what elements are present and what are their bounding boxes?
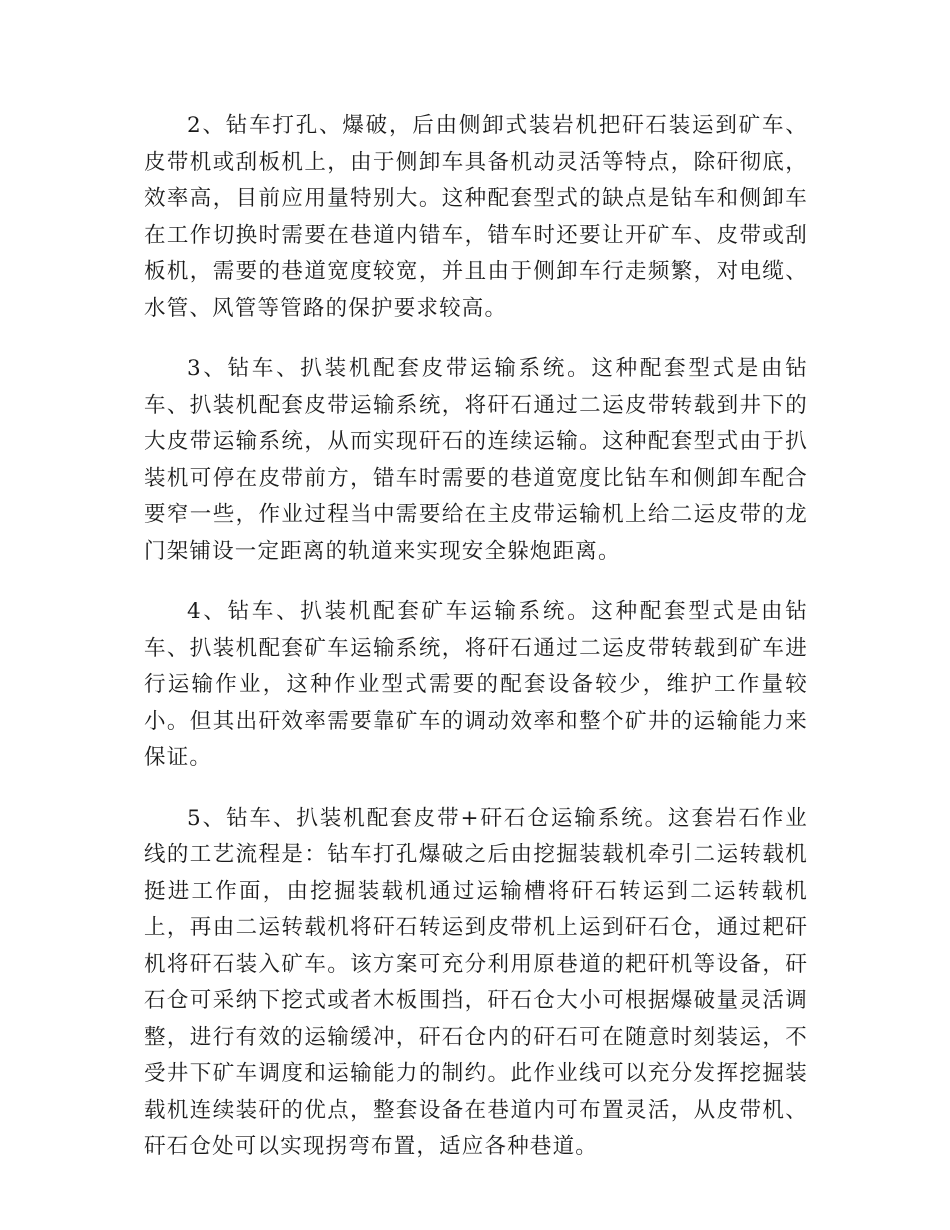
paragraph-5-belt-gangue-bin-system: 5、钻车、扒装机配套皮带+矸石仓运输系统。这套岩石作业线的工艺流程是：钻车打孔爆破之后由挖掘装载机牵引二运转载机挺进工作面，由挖掘装载机通过运输槽将矸石转运到二运转载机上，再由二运转载机将矸石转运到皮带机上运到矸石仓，通过耙矸机将矸石装入矿车。该方案可充分利用原巷道的耙矸机等设备，矸石仓可采纳下挖式或者木板围挡，矸石仓大小可根据爆破量灵活调整，进行有效的运输缓冲，矸石仓内的矸石可在随意时刻装运，不受井下矿车调度和运输能力的制约。此作业线可以充分发挥挖掘装载机连续装矸的优点，整套设备在巷道内可布置灵活，从皮带机、矸石仓处可以实现拐弯布置，适应各种巷道。 xyxy=(144,805,808,1159)
paragraph-2-side-dump-loader: 2、钻车打孔、爆破，后由侧卸式装岩机把矸石装运到矿车、皮带机或刮板机上，由于侧卸车具备机动灵活等特点，除矸彻底，效率高，目前应用量特别大。这种配套型式的缺点是钻车和侧卸车在工作切换时需要在巷道内错车，错车时还要让开矿车、皮带或刮板机，需要的巷道宽度较宽，并且由于侧卸车行走频繁，对电缆、水管、风管等管路的保护要求较高。 xyxy=(144,113,808,321)
document-body xyxy=(144,108,808,1190)
paragraph-3-belt-conveyor-system: 3、钻车、扒装机配套皮带运输系统。这种配套型式是由钻车、扒装机配套皮带运输系统，将矸石通过二运皮带转载到井下的大皮带运输系统，从而实现矸石的连续运输。这种配套型式由于扒装机可停在皮带前方，错车时需要的巷道宽度比钻车和侧卸车配合要窄一些，作业过程当中需要给在主皮带运输机上给二运皮带的龙门架铺设一定距离的轨道来实现安全躲炮距离。 xyxy=(144,356,808,564)
paragraph-4-mine-car-system: 4、钻车、扒装机配套矿车运输系统。这种配套型式是由钻车、扒装机配套矿车运输系统，将矸石通过二运皮带转载到矿车进行运输作业，这种作业型式需要的配套设备较少，维护工作量较小。但其出矸效率需要靠矿车的调动效率和整个矿井的运输能力来保证。 xyxy=(144,599,808,770)
